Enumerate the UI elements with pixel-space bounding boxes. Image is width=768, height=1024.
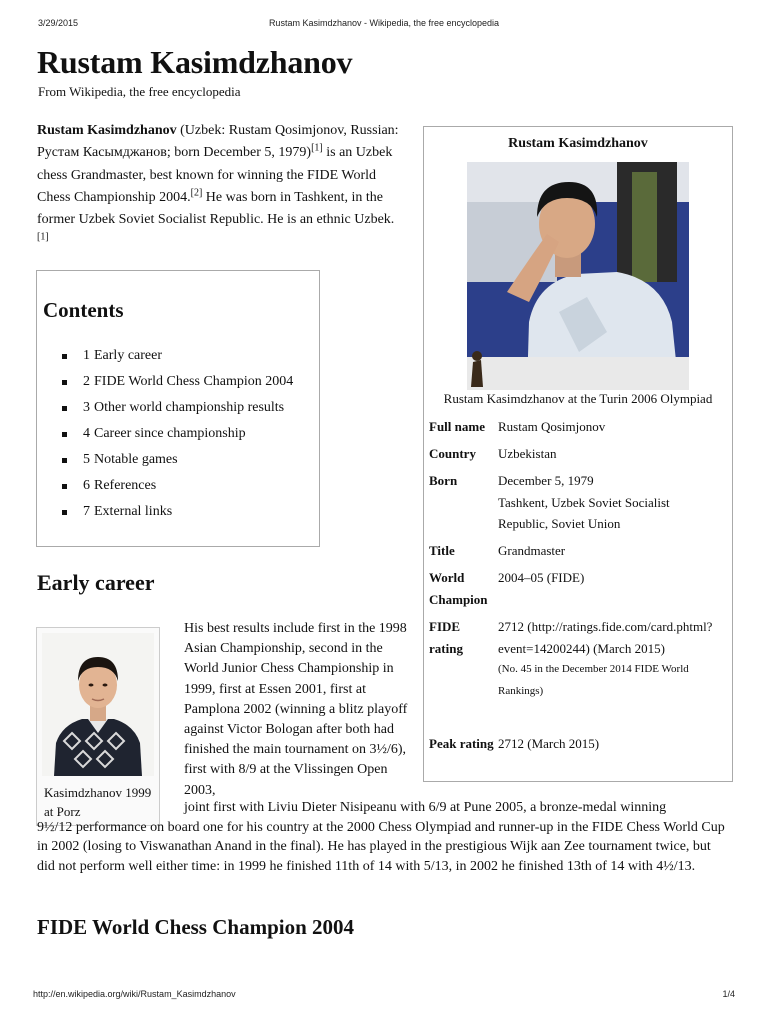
toc-item[interactable]: 2 FIDE World Chess Champion 2004 [62, 373, 293, 399]
fide-rating-link[interactable]: 2712 (http://ratings.fide.com/card.phtml?event=14200244) (March 2015) [498, 619, 713, 656]
intro-paragraph [37, 120, 399, 254]
bullet-icon [62, 458, 67, 463]
paragraph-text: 9½/12 performance on board one for his country at the 2000 Chess Olympiad and runner-up in the FIDE Chess World Cup in 2002 (losing to Viswanathan Anand in the final). He has played in the prestigious Wijk aan Zee tournament twice, but did not perform well either time: in 1999 he finished 11th of 14 with 5/13, in 2002 he finished 13th of 14 with 4½/13. [37, 819, 725, 874]
infobox-caption: Rustam Kasimdzhanov at the Turin 2006 Olympiad [443, 391, 713, 406]
infobox-key: World Champion [429, 570, 488, 607]
infobox-value: December 5, 1979 Tashkent, Uzbek Soviet Socialist Republic, Soviet Union [498, 470, 723, 535]
infobox-photo[interactable] [467, 162, 689, 390]
toc-item[interactable]: 4 Career since championship [62, 425, 293, 451]
infobox-key: Peak rating [429, 736, 494, 751]
article-tagline: From Wikipedia, the free encyclopedia [38, 84, 241, 99]
early-career-paragraph-column: His best results include first in the 1998 Asian Championship, second in the World Junior Chess Championship in 1999, first at Essen 2001, first at Pamplona 2002 (winning a blitz playoff against Victor Bologan after both had finished the main tournament on 3½/6), first with 8/9 at the Vlissingen Open 2003, [184, 621, 408, 798]
article-title: Rustam Kasimdzhanov [37, 44, 353, 80]
print-url[interactable]: http://en.wikipedia.org/wiki/Rustam_Kasimdzhanov [33, 989, 236, 999]
toc-list [62, 347, 293, 529]
toc-heading: Contents [43, 298, 124, 322]
birthplace-link[interactable]: Tashkent, Uzbek Soviet Socialist Republic, Soviet Union [498, 494, 670, 531]
infobox-value: 2712 (March 2015) [498, 736, 600, 751]
bullet-icon [62, 510, 67, 515]
bullet-icon [62, 484, 67, 489]
ranking-note: (No. 45 in the December 2014 FIDE World Rankings) [498, 663, 689, 697]
reference-link-2[interactable]: [2] [190, 187, 203, 199]
print-page-number: 1/4 [722, 989, 735, 999]
toc-item[interactable]: 7 External links [62, 503, 293, 529]
early-career-paragraph-wide [37, 798, 731, 876]
bullet-icon [62, 432, 67, 437]
print-date: 3/29/2015 [38, 18, 79, 28]
bullet-icon [62, 380, 67, 385]
infobox-key: Country [429, 446, 476, 461]
infobox-value[interactable]: Uzbekistan [498, 446, 557, 461]
infobox-key: Title [429, 543, 455, 558]
paragraph-line: joint first with Liviu Dieter Nisipeanu with 6/9 at Pune 2005, a bronze-medal winning [184, 800, 667, 815]
intro-text-1: (Uzbek: Rustam Qosimjonov, Russian: Рустам Касымджанов; born December 5, 1979) [37, 123, 399, 161]
infobox [423, 126, 733, 782]
section-heading-early-career: Early career [37, 570, 155, 595]
toc-item[interactable]: 3 Other world championship results [62, 399, 293, 425]
toc-item[interactable]: 5 Notable games [62, 451, 293, 477]
infobox-key: Born [429, 473, 458, 488]
infobox-key: Full name [429, 419, 485, 434]
section-heading-fide-champion: FIDE World Chess Champion 2004 [37, 915, 355, 939]
infobox-value [498, 616, 723, 702]
toc-item[interactable]: 6 References [62, 477, 293, 503]
bullet-icon [62, 354, 67, 359]
reference-link-3[interactable]: [1] [37, 231, 49, 243]
toc-item[interactable]: 1 Early career [62, 347, 293, 373]
infobox-value: 2004–05 (FIDE) [498, 570, 585, 585]
table-of-contents [36, 270, 320, 547]
infobox-value: Rustam Qosimjonov [498, 419, 606, 434]
print-page-title: Rustam Kasimdzhanov - Wikipedia, the free encyclopedia [268, 18, 500, 28]
reference-link-1[interactable]: [1] [311, 142, 323, 154]
intro-text-3: He was born in Tashkent, in the former Uzbek Soviet Socialist Republic. He is an ethnic Uzbek. [37, 189, 395, 228]
print-footer [33, 989, 735, 1003]
intro-text-2: is an Uzbek chess Grandmaster, best known for winning the FIDE World Chess Championship 2004. [37, 145, 393, 205]
thumbnail-figure [36, 627, 160, 826]
infobox-value[interactable]: Grandmaster [498, 543, 566, 558]
bullet-icon [62, 406, 67, 411]
thumbnail-caption: Kasimdzhanov 1999 at Porz [44, 785, 152, 819]
portrait-image[interactable] [42, 633, 154, 776]
print-header [38, 18, 730, 32]
infobox-title: Rustam Kasimdzhanov [508, 136, 648, 151]
infobox-key: FIDE rating [429, 619, 463, 656]
intro-subject-name: Rustam Kasimdzhanov [37, 123, 177, 138]
